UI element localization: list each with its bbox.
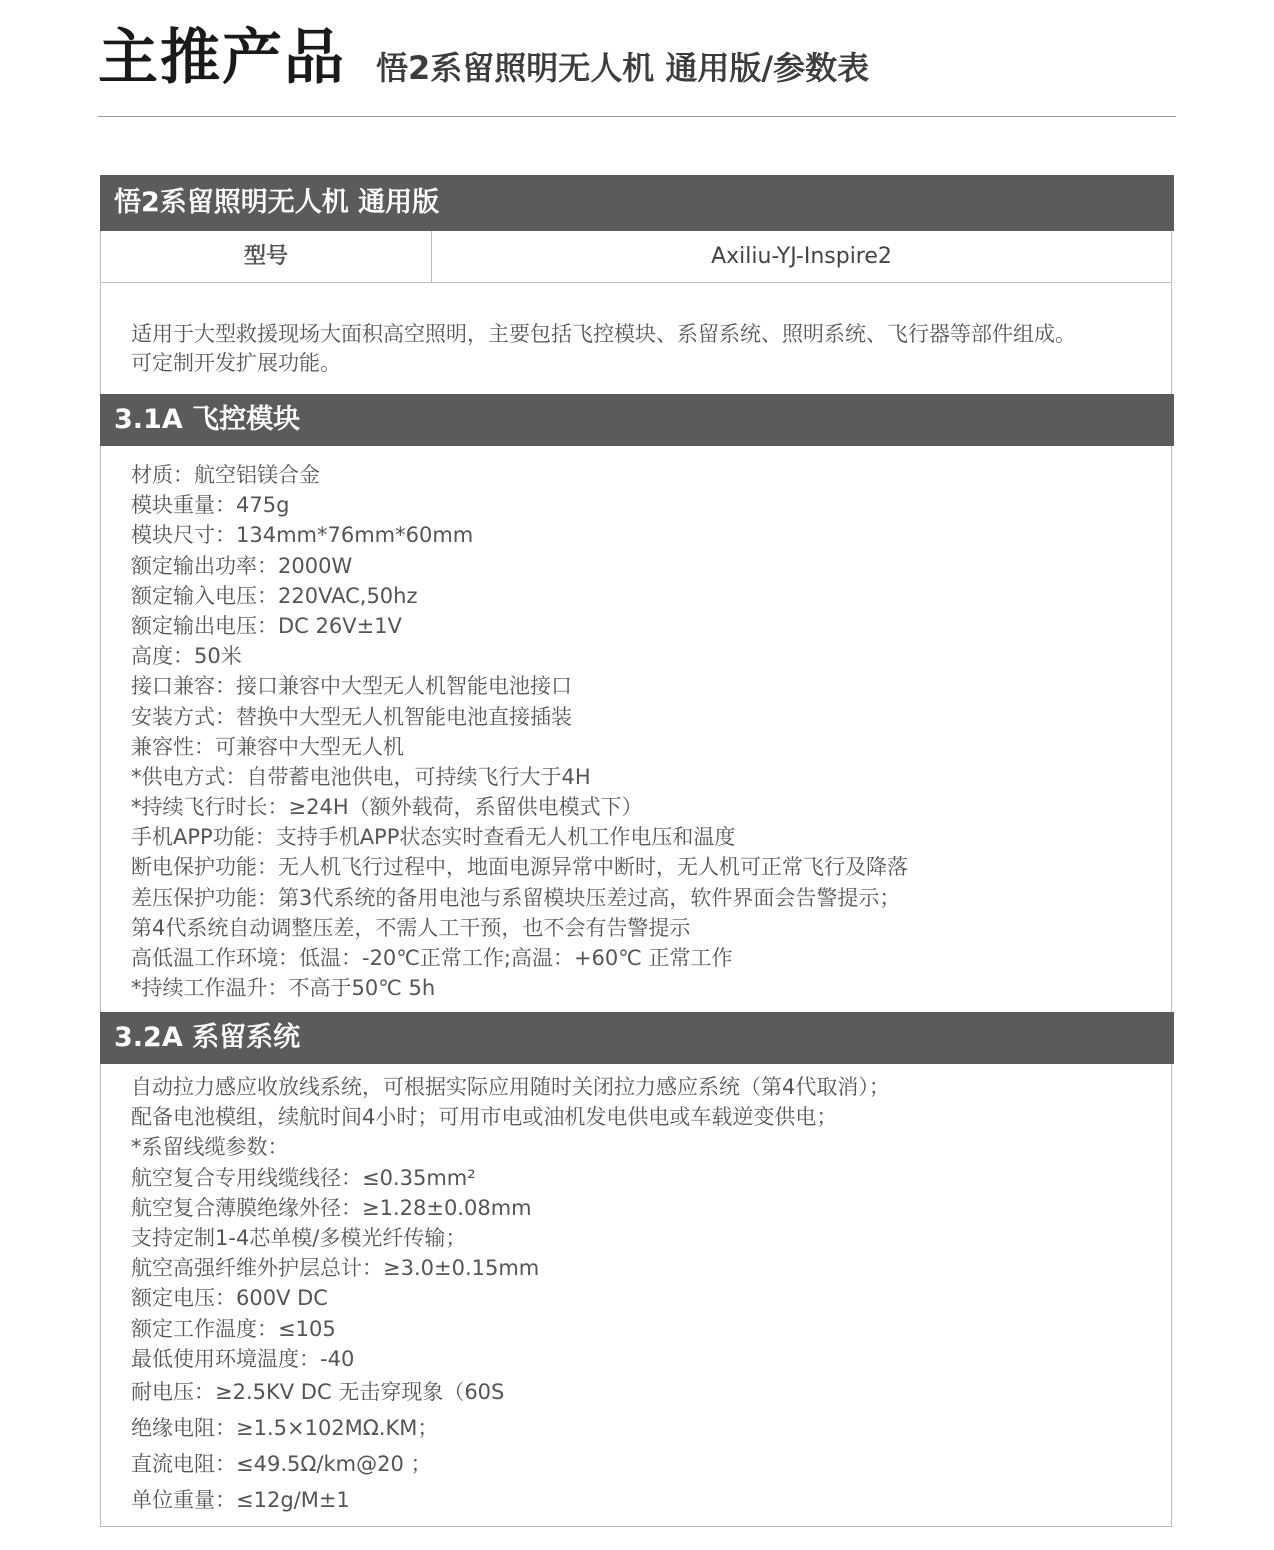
spec-item: 额定工作温度：≤105: [131, 1316, 336, 1341]
spec-item: *系留线缆参数：: [131, 1135, 289, 1160]
spec-item: 模块重量：475g: [131, 493, 290, 518]
spec-item: 高低温工作环境：低温：-20℃正常工作;高温：+60℃ 正常工作: [131, 946, 733, 970]
spec-item: 配备电池模组，续航时间4小时；可用市电或油机发电供电或车载逆变供电；: [131, 1105, 838, 1130]
section-header-tether-system: 3.2A 系留系统: [100, 1012, 1174, 1064]
spec-item: 安装方式：替换中大型无人机智能电池直接插装: [131, 704, 572, 729]
spec-item: 断电保护功能：无人机飞行过程中，地面电源异常中断时，无人机可正常飞行及降落: [131, 855, 908, 880]
model-label: 型号: [101, 231, 432, 282]
spec-item: 额定输出功率：2000W: [131, 553, 353, 578]
page-title: 主推产品: [98, 23, 346, 93]
spec-item: 额定输出电压：DC 26V±1V: [131, 613, 402, 638]
spec-item: 耐电压：≥2.5KV DC 无击穿现象（60S: [131, 1379, 505, 1404]
spec-item: 航空高强纤维外护层总计：≥3.0±0.15mm: [131, 1256, 540, 1281]
spec-item: 航空复合专用线缆线径：≤0.35mm²: [131, 1165, 476, 1190]
spec-item: *持续飞行时长：≥24H（额外载荷，系留供电模式下）: [131, 795, 643, 820]
spec-item: 材质：航空铝镁合金: [131, 463, 320, 487]
spec-item: 自动拉力感应收放线系统，可根据实际应用随时关闭拉力感应系统（第4代取消）；: [131, 1075, 890, 1099]
description-line: 适用于大型救援现场大面积高空照明，主要包括飞控模块、系留系统、照明系统、飞行器等部件组成。: [131, 322, 1076, 346]
spec-item: 绝缘电阻：≥1.5×102MΩ.KM；: [131, 1415, 439, 1440]
section-header-flight-control: 3.1A 飞控模块: [100, 394, 1174, 446]
tether-system-spec-list: [131, 1072, 1161, 1518]
spec-item: 接口兼容：接口兼容中大型无人机智能电池接口: [131, 674, 572, 699]
spec-item: 直流电阻：≤49.5Ω/km@20 ；: [131, 1451, 432, 1476]
table-title-bar: 悟2系留照明无人机 通用版: [100, 175, 1174, 231]
spec-item: 支持定制1-4芯单模/多模光纤传输；: [131, 1225, 467, 1250]
model-value: Axiliu-YJ-Inspire2: [711, 244, 892, 269]
spec-item: *供电方式：自带蓄电池供电，可持续飞行大于4H: [131, 764, 591, 789]
spec-item: 单位重量：≤12g/M±1: [131, 1487, 350, 1512]
page-header: [98, 18, 1176, 118]
header-divider: [98, 116, 1176, 117]
spec-item: 航空复合薄膜绝缘外径：≥1.28±0.08mm: [131, 1195, 532, 1220]
page-subtitle: 悟2系留照明无人机 通用版/参数表: [376, 49, 870, 87]
description-line: 可定制开发扩展功能。: [131, 351, 341, 375]
spec-item: 差压保护功能：第3代系统的备用电池与系留模块压差过高，软件界面会告警提示；: [131, 885, 901, 910]
spec-item: 模块尺寸：134mm*76mm*60mm: [131, 523, 474, 548]
product-description: [131, 320, 1161, 378]
spec-item: 最低使用环境温度：-40: [131, 1346, 355, 1371]
spec-item: *持续工作温升：不高于50℃ 5h: [131, 976, 436, 1001]
spec-item: 第4代系统自动调整压差，不需人工干预，也不会有告警提示: [131, 915, 691, 940]
spec-item: 高度：50米: [131, 644, 242, 669]
model-row: [101, 231, 1171, 283]
spec-item: 额定输入电压：220VAC,50hz: [131, 583, 418, 608]
spec-table: [100, 175, 1172, 1527]
spec-item: 额定电压：600V DC: [131, 1286, 328, 1311]
spec-item: 手机APP功能：支持手机APP状态实时查看无人机工作电压和温度: [131, 825, 736, 850]
flight-control-spec-list: [131, 460, 1161, 1003]
spec-item: 兼容性：可兼容中大型无人机: [131, 734, 404, 759]
